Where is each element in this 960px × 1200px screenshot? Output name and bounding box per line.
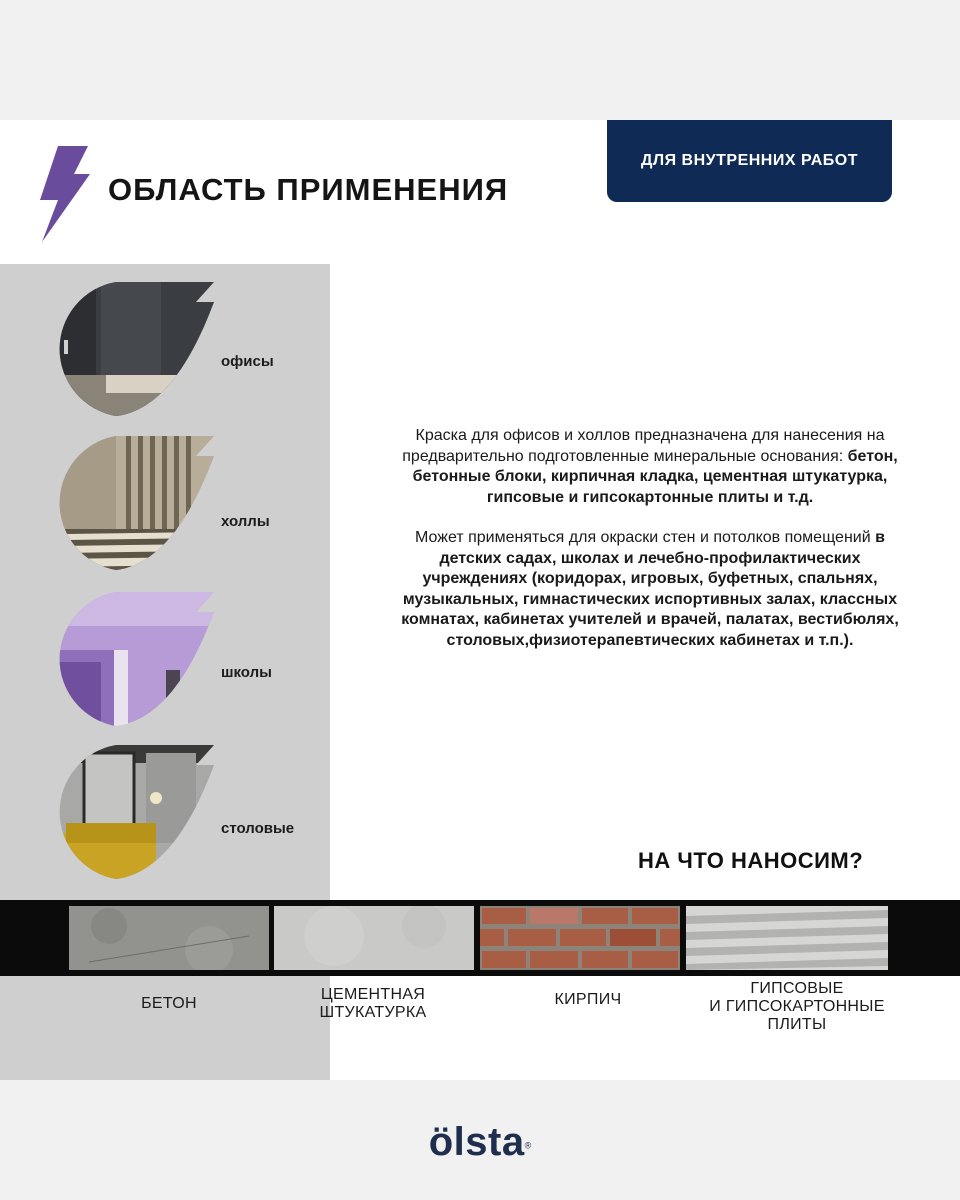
usage-item-offices: [46, 280, 216, 420]
info-panel: [0, 120, 960, 1080]
surface-label-concrete: БЕТОН: [141, 995, 197, 1012]
lightning-icon: [36, 146, 92, 242]
canteen-photo-icon: [46, 743, 216, 883]
surfaces-title: НА ЧТО НАНОСИМ?: [638, 848, 864, 873]
interior-badge: [607, 120, 892, 202]
hall-photo-icon: [46, 434, 216, 574]
usage-item-halls: [46, 434, 216, 574]
brand-name: ölsta: [428, 1120, 525, 1164]
brand-logo: [0, 1120, 960, 1165]
usage-label-canteens: столовые: [221, 820, 295, 837]
top-margin: [0, 0, 960, 120]
surface-label-drywall: ГИПСОВЫЕ И ГИПСОКАРТОННЫЕ ПЛИТЫ: [709, 980, 885, 1033]
usage-label-schools: школы: [221, 664, 272, 681]
concrete-texture-icon: [69, 906, 269, 970]
description-paragraph-1: Краска для офисов и холлов предназначена для нанесения на предварительно подготовленные минеральные основания: бетон, бетонные блоки, кирпичная кладка, цементная штукатурка, гипсовые и гипсокартонные плиты и т.д.: [402, 427, 898, 506]
plaster-texture-icon: [274, 906, 474, 970]
badge-label: ДЛЯ ВНУТРЕННИХ РАБОТ: [640, 152, 858, 169]
usage-label-offices: офисы: [221, 353, 274, 370]
surface-label-plaster: ЦЕМЕНТНАЯ ШТУКАТУРКА: [319, 986, 427, 1021]
brick-texture-icon: [480, 906, 680, 970]
section-title: ОБЛАСТЬ ПРИМЕНЕНИЯ: [108, 172, 509, 207]
usage-item-schools: [46, 590, 216, 730]
school-photo-icon: [46, 590, 216, 730]
drywall-texture-icon: [686, 906, 888, 970]
registered-mark: ®: [524, 1140, 532, 1151]
usage-label-halls: холлы: [221, 513, 270, 530]
surface-label-brick: КИРПИЧ: [554, 991, 622, 1008]
description-text: [395, 426, 905, 671]
office-photo-icon: [46, 280, 216, 420]
usage-item-canteens: [46, 743, 216, 883]
description-paragraph-2: Может применяться для окраски стен и потолков помещений в детских садах, школах и лечебно-профилактических учреждениях (коридорах, игровых, буфетных, спальнях, музыкальных, гимнастических испортивных залах, классных комнатах, кабинетах учителей и врачей, палатах, вестибюлях, столовых,физиотерапевтических кабинетах и т.п.).: [401, 529, 899, 649]
